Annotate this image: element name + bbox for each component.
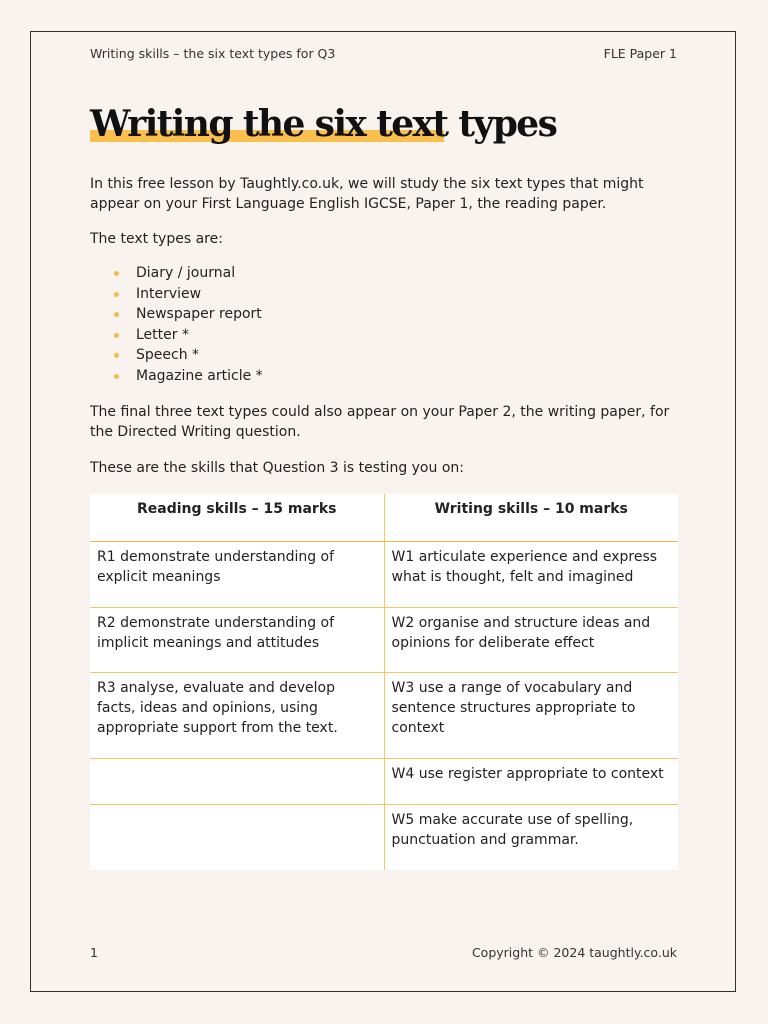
skills-intro: These are the skills that Question 3 is testing you on: (90, 460, 464, 476)
text-types-label: The text types are: (90, 231, 223, 247)
copyright-notice: Copyright © 2024 taughtly.co.uk (471, 945, 677, 960)
list-item: Magazine article * (90, 366, 263, 387)
table-row (90, 672, 678, 758)
reading-skill-cell (90, 804, 384, 870)
text-types-list (90, 263, 263, 386)
header-paper-label: FLE Paper 1 (603, 46, 677, 61)
table-row (90, 758, 678, 804)
table-row (90, 541, 678, 607)
bullet-icon (114, 374, 119, 379)
writing-skill-cell: W5 make accurate use of spelling, punctuation and grammar. (391, 811, 634, 848)
bullet-icon (114, 312, 119, 317)
list-item: Letter * (90, 325, 263, 346)
bullet-icon (114, 271, 119, 276)
page-title: Writing the six text types (90, 103, 557, 145)
page-number: 1 (90, 945, 98, 960)
reading-skill-cell: R1 demonstrate understanding of explicit meanings (90, 541, 384, 607)
reading-skill-cell (90, 758, 384, 804)
table-row (90, 804, 678, 870)
reading-skill-cell: R2 demonstrate understanding of implicit meanings and attitudes (90, 607, 384, 672)
final-three-note: The final three text types could also appear on your Paper 2, the writing paper, for the Directed Writing question. (90, 404, 670, 440)
list-item: Diary / journal (90, 263, 263, 284)
writing-skill-cell: W2 organise and structure ideas and opinions for deliberate effect (384, 607, 678, 672)
reading-skill-cell: R3 analyse, evaluate and develop facts, ideas and opinions, using appropriate support from the text. (90, 672, 384, 758)
bullet-icon (114, 292, 119, 297)
reading-skills-header: Reading skills – 15 marks (90, 494, 384, 541)
header-title: Writing skills – the six text types for Q3 (90, 46, 336, 61)
bullet-icon (114, 333, 119, 338)
writing-skill-cell: W3 use a range of vocabulary and sentence structures appropriate to context (384, 672, 678, 758)
list-item: Interview (90, 284, 263, 305)
skills-table (90, 494, 678, 870)
writing-skill-cell: W1 articulate experience and express what is thought, felt and imagined (384, 541, 678, 607)
list-item: Newspaper report (90, 304, 263, 325)
intro-paragraph: In this free lesson by Taughtly.co.uk, we will study the six text types that might appear on your First Language English IGCSE, Paper 1, the reading paper. (90, 176, 644, 212)
table-row (90, 607, 678, 672)
writing-skills-header: Writing skills – 10 marks (384, 494, 678, 541)
writing-skill-cell: W4 use register appropriate to context (384, 758, 678, 804)
title-block (90, 98, 556, 150)
bullet-icon (114, 353, 119, 358)
table-header-row (90, 494, 678, 541)
list-item: Speech * (90, 345, 263, 366)
